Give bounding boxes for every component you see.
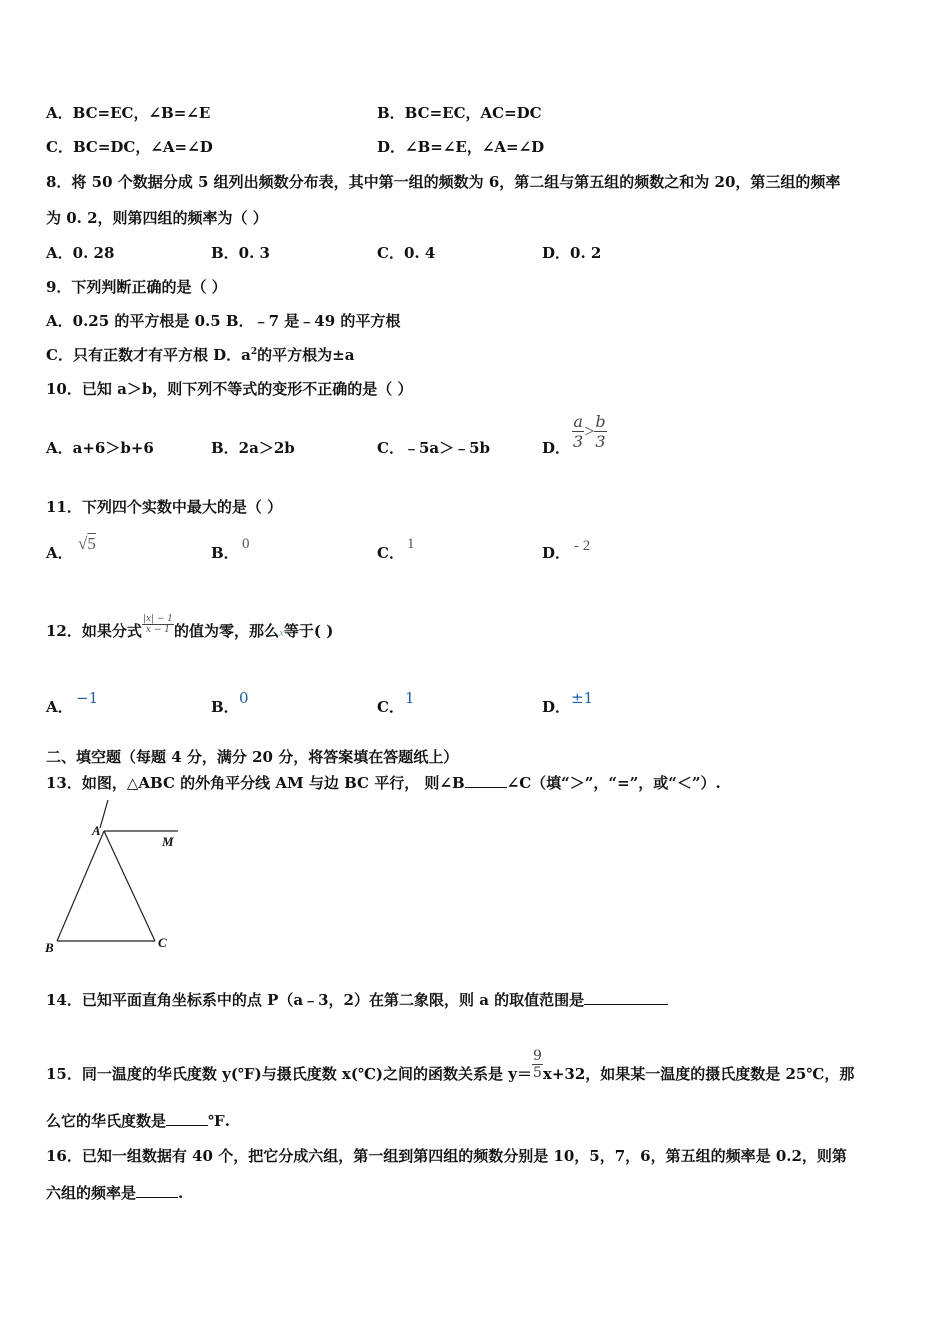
q14-answer-blank — [584, 990, 668, 1005]
q12-option-d-value: ±1 — [571, 689, 594, 707]
vertex-label-c: C — [158, 935, 167, 950]
q11-option-d-value: - 2 — [574, 538, 591, 554]
q10-option-d-expression — [572, 412, 607, 451]
q12-stem-post: 等于( ) — [283, 622, 334, 640]
q8-option-c: C．0. 4 — [377, 244, 436, 262]
q10-option-c: C．﹣5a＞﹣5b — [377, 439, 491, 457]
vertex-label-b: B — [45, 940, 54, 955]
q10-option-a: A．a+6＞b+6 — [46, 439, 154, 457]
q8-option-b: B．0. 3 — [211, 244, 270, 262]
q16-stem-line1: 16．已知一组数据有 40 个，把它分成六组，第一组到第四组的频数分别是 10，5，7，6，第五组的频率是 0.2，则第 — [46, 1147, 847, 1165]
q9-options-ab: A．0.25 的平方根是 0.5 B．﹣7 是﹣49 的平方根 — [46, 312, 401, 330]
q8-stem-line1: 8．将 50 个数据分成 5 组列出频数分布表，其中第一组的频数为 6，第二组与第五组的频数之和为 20，第三组的频率 — [46, 173, 841, 191]
q16-stem-line2: 六组的频率是 . — [46, 1184, 184, 1202]
q11-option-c-value: 1 — [407, 536, 415, 552]
q9-options-cd — [46, 344, 354, 365]
q11-option-a-label: A． — [46, 544, 73, 562]
q12-option-b-value: 0 — [239, 689, 249, 707]
q15-stem-line2: 么它的华氏度数是 ℉. — [46, 1112, 230, 1130]
q12-option-a-value: −1 — [76, 689, 99, 707]
q14-stem: 14．已知平面直角坐标系中的点 P（a﹣3，2）在第二象限，则 a 的取值范围是 — [46, 989, 668, 1010]
q15-answer-blank — [166, 1111, 208, 1126]
fraction-b-over-3: $\frac{b}{3}$ — [595, 412, 606, 451]
q11-stem: 11．下列四个实数中最大的是（ ） — [46, 498, 283, 516]
q7-option-a: A．BC=EC，∠B=∠E — [46, 104, 211, 122]
fraction-9-over-5: $\frac{9}{5}$ — [532, 1048, 542, 1081]
q9-option-c-d: C．只有正数才有平方根 D．a — [46, 346, 251, 364]
q7-option-d: D．∠B=∠E，∠A=∠D — [377, 138, 545, 156]
q11-option-a-value: √5 — [78, 534, 96, 553]
q10-stem: 10．已知 a＞b，则下列不等式的变形不正确的是（ ） — [46, 380, 413, 398]
q8-option-d: D．0. 2 — [542, 244, 602, 262]
q12-option-a-label: A． — [46, 698, 73, 716]
q12-stem — [46, 614, 333, 641]
q12-option-d-label: D． — [542, 698, 571, 716]
q12-stem-pre: 12．如果分式 — [46, 622, 142, 640]
q13-stem-pre: 13．如图，△ABC 的外角平分线 AM 与边 BC 平行， 则∠B — [46, 774, 465, 792]
q11-option-c-label: C． — [377, 544, 404, 562]
q9-exponent: 2 — [250, 347, 258, 357]
q12-variable: x — [279, 627, 284, 639]
q12-option-c-value: 1 — [405, 689, 415, 707]
vertex-label-a: A — [92, 823, 101, 838]
q16-answer-blank — [136, 1183, 178, 1198]
q15-stem-line1 — [46, 1048, 854, 1084]
side-ab — [57, 831, 104, 941]
sqrt-icon: √ — [78, 534, 88, 553]
q15-stem-pre: 15．同一温度的华氏度数 y(℉)与摄氏度数 x(℃)之间的函数关系是 y＝ — [46, 1065, 532, 1083]
greater-than-sign: > — [584, 421, 595, 441]
q15-stem-post: x+32，如果某一温度的摄氏度数是 25℃，那 — [542, 1065, 855, 1083]
q7-option-b: B．BC=EC，AC=DC — [377, 104, 542, 122]
side-ac — [104, 831, 155, 941]
q9-stem: 9．下列判断正确的是（ ） — [46, 278, 227, 296]
q12-stem-mid: 的值为零，那么 — [174, 622, 280, 640]
q13-answer-blank — [465, 773, 507, 788]
extension-line — [100, 800, 108, 828]
q7-option-c: C．BC=DC，∠A=∠D — [46, 138, 213, 156]
point-label-m: M — [162, 834, 174, 849]
q8-option-a: A．0. 28 — [46, 244, 115, 262]
q10-option-d-label: D． — [542, 439, 571, 457]
fraction-a-over-3: $\frac{a}{3}$ — [573, 412, 584, 451]
q12-option-c-label: C． — [377, 698, 404, 716]
q13-stem — [46, 772, 721, 793]
q11-option-d-label: D． — [542, 544, 571, 562]
triangle-figure — [40, 800, 190, 960]
section-heading-fill-in: 二、填空题（每题 4 分，满分 20 分，将答案填在答题纸上） — [46, 748, 459, 766]
q9-option-d-tail: 的平方根为±a — [257, 346, 355, 364]
q10-option-b: B．2a＞2b — [211, 439, 295, 457]
q11-option-b-label: B． — [211, 544, 239, 562]
q8-stem-line2: 为 0. 2，则第四组的频率为（ ） — [46, 209, 268, 227]
q12-fraction: $\frac{|x| - 1}{x - 1}$ — [142, 614, 174, 635]
q12-option-b-label: B． — [211, 698, 239, 716]
q13-stem-post: ∠C（填“＞”，“=”，或“＜”）. — [506, 774, 721, 792]
q11-option-b-value: 0 — [242, 536, 250, 552]
